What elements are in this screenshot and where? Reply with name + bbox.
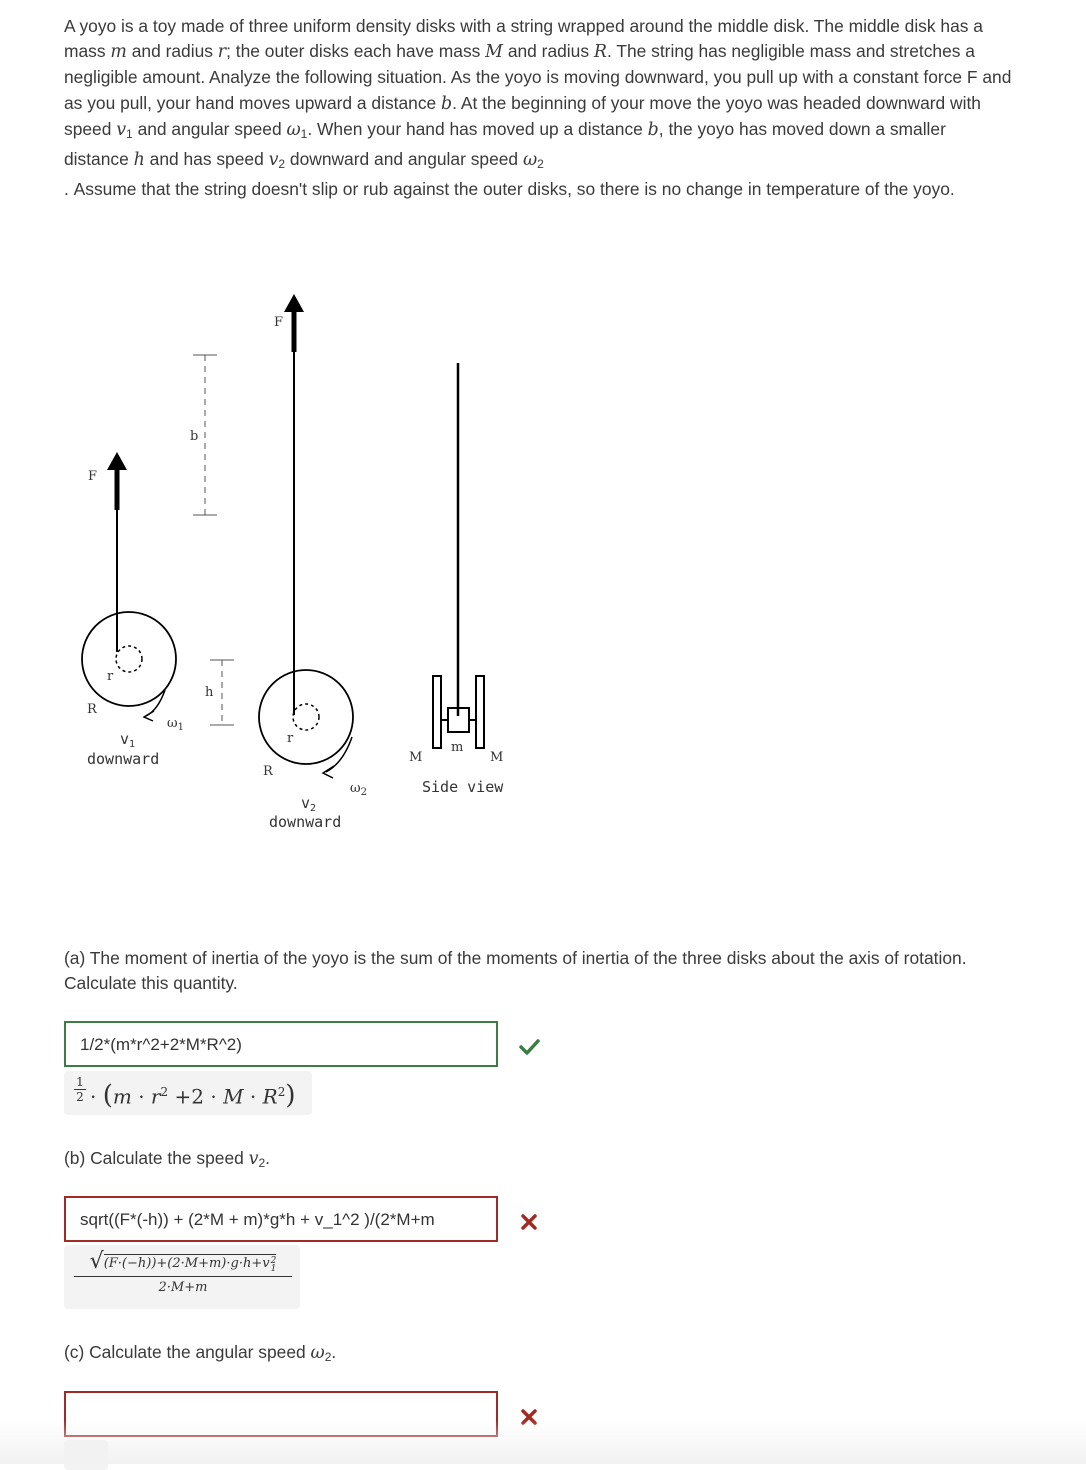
label-omega2: $\omega_2$	[350, 781, 367, 798]
label-r-right: r	[287, 731, 294, 746]
label-b: b	[190, 429, 199, 444]
sqrt-numerator: (F·(−h))+(2·M+m)·g·h+v 2 1	[103, 1256, 277, 1274]
cross-icon	[518, 1211, 540, 1233]
label-downward-2: downward	[269, 813, 342, 831]
sqrt-sign: √	[89, 1249, 104, 1274]
omega2-arrowhead	[323, 766, 334, 778]
half-denominator: 2	[74, 1089, 86, 1104]
part-a-preview	[64, 1071, 312, 1115]
outer-disk-left	[82, 612, 176, 706]
label-downward-1: downward	[87, 750, 160, 768]
label-v1: $v_1$	[120, 730, 136, 750]
side-outer-disk-right	[476, 676, 484, 748]
part-b-label: (b) Calculate the speed $v_2$.	[64, 1148, 270, 1170]
label-side-view: Side view	[422, 778, 504, 796]
omega1-arrow	[146, 690, 165, 716]
part-b-preview	[64, 1245, 300, 1309]
part-a-label: (a) The moment of inertia of the yoyo is the sum of the moments of inertia of the three disks about the axis of rotation. Calculate this quantity.	[64, 948, 967, 993]
part-b-answer-input[interactable]: sqrt((F*(-h)) + (2*M + m)*g*h + v_1^2 )/(2*M+m	[64, 1196, 498, 1242]
half-numerator: 1	[76, 1075, 84, 1089]
yoyo-initial	[82, 355, 234, 768]
side-view	[409, 363, 504, 796]
label-M-right: M	[490, 750, 504, 765]
part-c-label: (c) Calculate the angular speed $\omega_2$.	[64, 1342, 337, 1364]
yoyo-final	[259, 294, 367, 831]
outer-disk-right	[259, 670, 353, 764]
label-h: h	[205, 685, 214, 700]
label-F-left: F	[88, 469, 98, 484]
force-arrowhead-right	[284, 294, 304, 312]
bottom-fade	[0, 1420, 1086, 1464]
label-R-right: R	[263, 764, 273, 779]
label-r-left: r	[107, 669, 114, 684]
inner-disk-right	[293, 704, 319, 730]
part-a-expression: · $(m \cdot r^2 +2 \cdot M \cdot R^2)$	[90, 1080, 296, 1111]
omega2-arrow	[326, 737, 352, 772]
yoyo-diagram	[60, 280, 540, 840]
sqrt-fraction	[74, 1251, 292, 1295]
label-v2: $v_2$	[301, 794, 317, 814]
label-M-left: M	[409, 750, 423, 765]
inner-disk-left	[116, 646, 142, 672]
force-arrowhead-left	[107, 452, 127, 470]
label-F-right: F	[274, 315, 284, 330]
label-R-left: R	[87, 702, 97, 717]
label-m: m	[451, 740, 464, 755]
label-omega1: $\omega_1$	[167, 716, 184, 733]
sqrt-denominator: 2·M+m	[158, 1280, 208, 1295]
side-outer-disk-left	[433, 676, 441, 748]
check-icon	[518, 1036, 540, 1058]
part-a-answer-input[interactable]: 1/2*(m*r^2+2*M*R^2)	[64, 1021, 498, 1067]
omega1-arrowhead	[144, 711, 154, 721]
problem-statement: A yoyo is a toy made of three uniform density disks with a string wrapped around the middle disk. The middle disk has a mass m and radius r; the outer disks each have mass M and radius R. The string has negligible mass and stretches a negligible amount. Analyze the following situation. As the yoyo is moving downward, you pull up with a constant force F and as you pull, your hand moves upward a distance b. At the beginning of your move the yoyo was headed downward with speed $v_1$ and angular speed $\omega_1$. When your hand has moved up a distance b, the yoyo has moved down a smaller distance h and has speed $v_2$ downward and angular speed $\omega_2$ . Assume that the string doesn't slip or rub against the outer disks, so there is no change in temperature of the yoyo.	[64, 16, 1012, 200]
